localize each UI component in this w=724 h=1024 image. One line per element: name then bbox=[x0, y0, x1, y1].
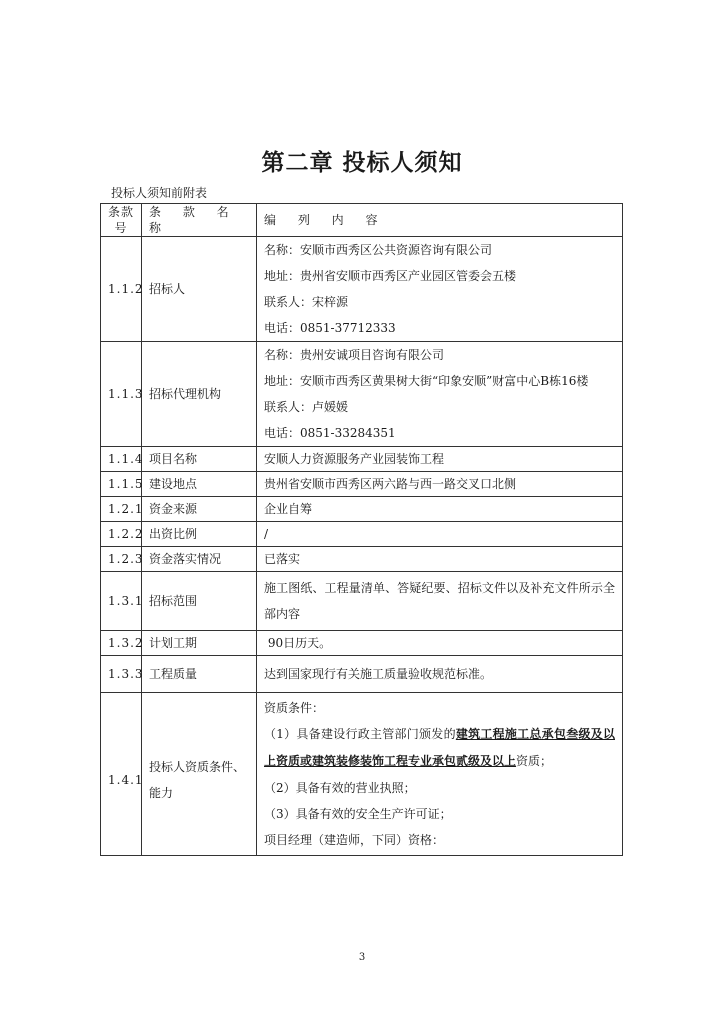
clause-name: 招标代理机构 bbox=[142, 342, 257, 447]
clause-name: 资金落实情况 bbox=[142, 547, 257, 572]
table-row bbox=[101, 572, 623, 631]
clause-no: 1.1.4 bbox=[101, 447, 142, 472]
table-caption: 投标人须知前附表 bbox=[111, 186, 208, 200]
content-line: 名称：贵州安诚项目咨询有限公司 bbox=[264, 348, 445, 362]
clause-content bbox=[257, 342, 623, 447]
table-row bbox=[101, 547, 623, 572]
table-header-row bbox=[101, 204, 623, 237]
clause-no: 1.3.2 bbox=[101, 631, 142, 656]
req-emphasis: 建筑工程施工总承包叁级及以上资质或建筑装修装饰工程专业承包贰级及以上 bbox=[264, 727, 615, 768]
qualification-requirement bbox=[264, 721, 615, 775]
table-row bbox=[101, 522, 623, 547]
clause-content: 达到国家现行有关施工质量验收规范标准。 bbox=[257, 656, 623, 693]
table-row bbox=[101, 631, 623, 656]
req-suffix: 资质； bbox=[516, 754, 553, 768]
content-line: 地址：安顺市西秀区黄果树大街“印象安顺”财富中心B栋16楼 bbox=[264, 374, 589, 388]
table-row bbox=[101, 656, 623, 693]
header-clause-no: 条款号 bbox=[101, 204, 142, 237]
clause-content bbox=[257, 572, 623, 631]
content-line: 电话：0851-37712333 bbox=[264, 321, 396, 335]
clause-content: 90日历天。 bbox=[257, 631, 623, 656]
table-row bbox=[101, 342, 623, 447]
clause-no: 1.2.2 bbox=[101, 522, 142, 547]
content-line: 名称：安顺市西秀区公共资源咨询有限公司 bbox=[264, 243, 493, 257]
clause-no: 1.2.3 bbox=[101, 547, 142, 572]
clause-name: 出资比例 bbox=[142, 522, 257, 547]
page-title: 第二章 投标人须知 bbox=[261, 150, 463, 176]
clause-name: 工程质量 bbox=[142, 656, 257, 693]
clause-content bbox=[257, 237, 623, 342]
clause-content: 企业自筹 bbox=[257, 497, 623, 522]
content-text: 施工图纸、工程量清单、答疑纪要、招标文件以及补充文件所示全部内容 bbox=[264, 581, 615, 621]
content-line: 联系人：宋梓源 bbox=[264, 295, 349, 309]
table-row bbox=[101, 447, 623, 472]
header-content: 编 列 内 容 bbox=[257, 204, 623, 237]
clause-no: 1.3.1 bbox=[101, 572, 142, 631]
content-line: （2）具备有效的营业执照； bbox=[264, 781, 416, 795]
clause-no: 1.1.2 bbox=[101, 237, 142, 342]
clause-content bbox=[257, 693, 623, 856]
clause-no: 1.1.3 bbox=[101, 342, 142, 447]
content-line: 资质条件： bbox=[264, 701, 325, 715]
clause-content: 已落实 bbox=[257, 547, 623, 572]
clause-no: 1.1.5 bbox=[101, 472, 142, 497]
table-row bbox=[101, 693, 623, 856]
clause-content: 贵州省安顺市西秀区两六路与西一路交叉口北侧 bbox=[257, 472, 623, 497]
clause-name: 招标范围 bbox=[142, 572, 257, 631]
table-row bbox=[101, 237, 623, 342]
content-line: 联系人：卢媛媛 bbox=[264, 400, 349, 414]
clause-name: 项目名称 bbox=[142, 447, 257, 472]
clause-content: 安顺人力资源服务产业园装饰工程 bbox=[257, 447, 623, 472]
clause-no: 1.4.1 bbox=[101, 693, 142, 856]
clause-name: 投标人资质条件、能力 bbox=[142, 693, 257, 856]
header-clause-name: 条 款 名 称 bbox=[142, 204, 257, 237]
clause-no: 1.3.3 bbox=[101, 656, 142, 693]
page-number: 3 bbox=[358, 952, 366, 963]
clause-name: 建设地点 bbox=[142, 472, 257, 497]
content-line: 地址：贵州省安顺市西秀区产业园区管委会五楼 bbox=[264, 269, 517, 283]
table-row bbox=[101, 497, 623, 522]
clause-name: 计划工期 bbox=[142, 631, 257, 656]
table-row bbox=[101, 472, 623, 497]
req-prefix: （1）具备建设行政主管部门颁发的 bbox=[264, 727, 456, 741]
content-line: （3）具备有效的安全生产许可证； bbox=[264, 807, 452, 821]
clause-no: 1.2.1 bbox=[101, 497, 142, 522]
content-line: 电话：0851-33284351 bbox=[264, 426, 396, 440]
content-line: 项目经理（建造师，下同）资格： bbox=[264, 833, 445, 847]
bid-info-table bbox=[100, 203, 623, 856]
clause-name: 招标人 bbox=[142, 237, 257, 342]
clause-name: 资金来源 bbox=[142, 497, 257, 522]
clause-content: / bbox=[257, 522, 623, 547]
